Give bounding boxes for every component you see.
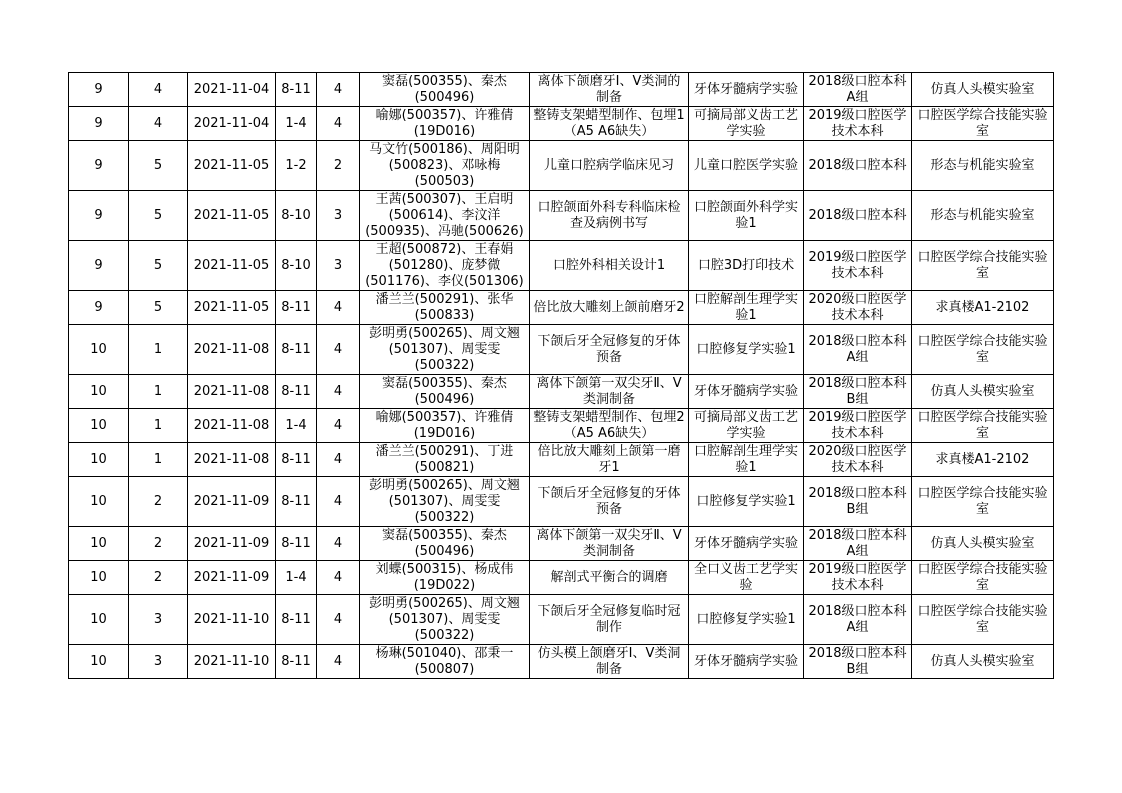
room-cell: 口腔医学综合技能实验室 <box>912 325 1054 375</box>
class-cell: 2019级口腔医学技术本科 <box>804 561 912 595</box>
date-cell: 2021-11-09 <box>188 527 276 561</box>
teachers-cell: 彭明勇(500265)、周文翘(501307)、周雯雯(500322) <box>360 595 530 645</box>
lab-course-cell: 口腔修复学实验1 <box>689 477 804 527</box>
class-cell: 2018级口腔本科 <box>804 141 912 191</box>
room-cell: 口腔医学综合技能实验室 <box>912 595 1054 645</box>
date-cell: 2021-11-05 <box>188 291 276 325</box>
day-cell: 5 <box>129 191 188 241</box>
lab-course-cell: 牙体牙髓病学实验 <box>689 73 804 107</box>
course-cell: 离体下颌第一双尖牙Ⅱ、Ⅴ类洞制备 <box>530 375 689 409</box>
period-cell: 8-11 <box>276 595 317 645</box>
schedule-table <box>68 72 1054 679</box>
table-row <box>69 107 1054 141</box>
table-row <box>69 527 1054 561</box>
date-cell: 2021-11-09 <box>188 477 276 527</box>
teachers-cell: 马文竹(500186)、周阳明(500823)、邓咏梅(500503) <box>360 141 530 191</box>
week-cell: 10 <box>69 527 129 561</box>
teachers-cell: 潘兰兰(500291)、丁进(500821) <box>360 443 530 477</box>
week-cell: 10 <box>69 595 129 645</box>
teachers-cell: 王超(500872)、王春娟(501280)、庞梦微(501176)、李仪(501306) <box>360 241 530 291</box>
period-cell: 1-4 <box>276 561 317 595</box>
period-cell: 8-10 <box>276 241 317 291</box>
table-row <box>69 141 1054 191</box>
teachers-cell: 窦磊(500355)、秦杰(500496) <box>360 375 530 409</box>
day-cell: 2 <box>129 477 188 527</box>
date-cell: 2021-11-08 <box>188 443 276 477</box>
date-cell: 2021-11-05 <box>188 141 276 191</box>
class-cell: 2018级口腔本科B组 <box>804 645 912 679</box>
table-row <box>69 191 1054 241</box>
teachers-cell: 窦磊(500355)、秦杰(500496) <box>360 527 530 561</box>
lab-course-cell: 口腔解剖生理学实验1 <box>689 443 804 477</box>
lab-course-cell: 儿童口腔医学实验 <box>689 141 804 191</box>
period-cell: 1-4 <box>276 409 317 443</box>
week-cell: 10 <box>69 443 129 477</box>
date-cell: 2021-11-08 <box>188 325 276 375</box>
table-row <box>69 241 1054 291</box>
course-cell: 倍比放大雕刻上颌前磨牙2 <box>530 291 689 325</box>
date-cell: 2021-11-09 <box>188 561 276 595</box>
period-cell: 1-2 <box>276 141 317 191</box>
class-cell: 2018级口腔本科B组 <box>804 477 912 527</box>
class-cell: 2019级口腔医学技术本科 <box>804 241 912 291</box>
week-cell: 9 <box>69 291 129 325</box>
lab-course-cell: 口腔解剖生理学实验1 <box>689 291 804 325</box>
hours-cell: 4 <box>317 443 360 477</box>
hours-cell: 4 <box>317 73 360 107</box>
day-cell: 1 <box>129 325 188 375</box>
class-cell: 2018级口腔本科 <box>804 191 912 241</box>
week-cell: 10 <box>69 409 129 443</box>
period-cell: 8-10 <box>276 191 317 241</box>
teachers-cell: 窦磊(500355)、秦杰(500496) <box>360 73 530 107</box>
day-cell: 3 <box>129 595 188 645</box>
lab-course-cell: 口腔修复学实验1 <box>689 325 804 375</box>
table-row <box>69 443 1054 477</box>
day-cell: 4 <box>129 107 188 141</box>
table-row <box>69 645 1054 679</box>
week-cell: 10 <box>69 645 129 679</box>
room-cell: 仿真人头模实验室 <box>912 73 1054 107</box>
hours-cell: 4 <box>317 291 360 325</box>
period-cell: 8-11 <box>276 443 317 477</box>
teachers-cell: 喻娜(500357)、许雅倩(19D016) <box>360 107 530 141</box>
table-row <box>69 595 1054 645</box>
period-cell: 8-11 <box>276 291 317 325</box>
lab-course-cell: 口腔修复学实验1 <box>689 595 804 645</box>
date-cell: 2021-11-08 <box>188 409 276 443</box>
course-cell: 下颌后牙全冠修复的牙体预备 <box>530 477 689 527</box>
course-cell: 下颌后牙全冠修复的牙体预备 <box>530 325 689 375</box>
hours-cell: 3 <box>317 241 360 291</box>
room-cell: 口腔医学综合技能实验室 <box>912 477 1054 527</box>
lab-course-cell: 牙体牙髓病学实验 <box>689 527 804 561</box>
course-cell: 口腔外科相关设计1 <box>530 241 689 291</box>
table-row <box>69 561 1054 595</box>
teachers-cell: 彭明勇(500265)、周文翘(501307)、周雯雯(500322) <box>360 477 530 527</box>
lab-course-cell: 可摘局部义齿工艺学实验 <box>689 409 804 443</box>
day-cell: 1 <box>129 375 188 409</box>
room-cell: 口腔医学综合技能实验室 <box>912 107 1054 141</box>
lab-course-cell: 牙体牙髓病学实验 <box>689 645 804 679</box>
period-cell: 8-11 <box>276 325 317 375</box>
class-cell: 2018级口腔本科A组 <box>804 595 912 645</box>
schedule-body <box>69 73 1054 679</box>
hours-cell: 4 <box>317 107 360 141</box>
teachers-cell: 彭明勇(500265)、周文翘(501307)、周雯雯(500322) <box>360 325 530 375</box>
teachers-cell: 刘蝶(500315)、杨成伟(19D022) <box>360 561 530 595</box>
room-cell: 仿真人头模实验室 <box>912 645 1054 679</box>
room-cell: 求真楼A1-2102 <box>912 443 1054 477</box>
day-cell: 5 <box>129 241 188 291</box>
date-cell: 2021-11-05 <box>188 191 276 241</box>
table-row <box>69 291 1054 325</box>
room-cell: 口腔医学综合技能实验室 <box>912 241 1054 291</box>
hours-cell: 4 <box>317 477 360 527</box>
period-cell: 8-11 <box>276 73 317 107</box>
lab-course-cell: 可摘局部义齿工艺学实验 <box>689 107 804 141</box>
day-cell: 2 <box>129 561 188 595</box>
course-cell: 整铸支架蜡型制作、包埋1（A5 A6缺失） <box>530 107 689 141</box>
date-cell: 2021-11-05 <box>188 241 276 291</box>
date-cell: 2021-11-04 <box>188 107 276 141</box>
day-cell: 2 <box>129 527 188 561</box>
class-cell: 2020级口腔医学技术本科 <box>804 443 912 477</box>
teachers-cell: 杨琳(501040)、邵秉一(500807) <box>360 645 530 679</box>
class-cell: 2018级口腔本科A组 <box>804 325 912 375</box>
week-cell: 9 <box>69 107 129 141</box>
week-cell: 9 <box>69 241 129 291</box>
day-cell: 1 <box>129 409 188 443</box>
course-cell: 倍比放大雕刻上颌第一磨牙1 <box>530 443 689 477</box>
course-cell: 儿童口腔病学临床见习 <box>530 141 689 191</box>
hours-cell: 4 <box>317 561 360 595</box>
date-cell: 2021-11-10 <box>188 595 276 645</box>
class-cell: 2019级口腔医学技术本科 <box>804 107 912 141</box>
course-cell: 解剖式平衡合的调磨 <box>530 561 689 595</box>
room-cell: 仿真人头模实验室 <box>912 527 1054 561</box>
lab-course-cell: 口腔颌面外科学实验1 <box>689 191 804 241</box>
room-cell: 求真楼A1-2102 <box>912 291 1054 325</box>
lab-course-cell: 牙体牙髓病学实验 <box>689 375 804 409</box>
hours-cell: 4 <box>317 375 360 409</box>
week-cell: 9 <box>69 191 129 241</box>
day-cell: 5 <box>129 291 188 325</box>
table-row <box>69 409 1054 443</box>
table-row <box>69 73 1054 107</box>
room-cell: 形态与机能实验室 <box>912 191 1054 241</box>
lab-course-cell: 口腔3D打印技术 <box>689 241 804 291</box>
class-cell: 2019级口腔医学技术本科 <box>804 409 912 443</box>
course-cell: 离体下颌磨牙Ⅰ、Ⅴ类洞的制备 <box>530 73 689 107</box>
day-cell: 4 <box>129 73 188 107</box>
room-cell: 口腔医学综合技能实验室 <box>912 409 1054 443</box>
day-cell: 3 <box>129 645 188 679</box>
date-cell: 2021-11-04 <box>188 73 276 107</box>
course-cell: 整铸支架蜡型制作、包埋2（A5 A6缺失） <box>530 409 689 443</box>
day-cell: 5 <box>129 141 188 191</box>
class-cell: 2020级口腔医学技术本科 <box>804 291 912 325</box>
week-cell: 9 <box>69 73 129 107</box>
period-cell: 8-11 <box>276 527 317 561</box>
course-cell: 仿头模上颌磨牙Ⅰ、Ⅴ类洞制备 <box>530 645 689 679</box>
hours-cell: 4 <box>317 595 360 645</box>
hours-cell: 4 <box>317 527 360 561</box>
period-cell: 8-11 <box>276 477 317 527</box>
week-cell: 9 <box>69 141 129 191</box>
lab-course-cell: 全口义齿工艺学实验 <box>689 561 804 595</box>
room-cell: 口腔医学综合技能实验室 <box>912 561 1054 595</box>
date-cell: 2021-11-10 <box>188 645 276 679</box>
period-cell: 1-4 <box>276 107 317 141</box>
week-cell: 10 <box>69 561 129 595</box>
table-row <box>69 477 1054 527</box>
week-cell: 10 <box>69 375 129 409</box>
course-cell: 离体下颌第一双尖牙Ⅱ、Ⅴ类洞制备 <box>530 527 689 561</box>
hours-cell: 4 <box>317 645 360 679</box>
class-cell: 2018级口腔本科B组 <box>804 375 912 409</box>
hours-cell: 2 <box>317 141 360 191</box>
room-cell: 仿真人头模实验室 <box>912 375 1054 409</box>
hours-cell: 3 <box>317 191 360 241</box>
hours-cell: 4 <box>317 409 360 443</box>
period-cell: 8-11 <box>276 375 317 409</box>
week-cell: 10 <box>69 325 129 375</box>
teachers-cell: 潘兰兰(500291)、张华(500833) <box>360 291 530 325</box>
table-row <box>69 375 1054 409</box>
week-cell: 10 <box>69 477 129 527</box>
teachers-cell: 王茜(500307)、王启明(500614)、李汶洋(500935)、冯驰(500626) <box>360 191 530 241</box>
class-cell: 2018级口腔本科A组 <box>804 527 912 561</box>
course-cell: 口腔颌面外科专科临床检查及病例书写 <box>530 191 689 241</box>
class-cell: 2018级口腔本科A组 <box>804 73 912 107</box>
day-cell: 1 <box>129 443 188 477</box>
room-cell: 形态与机能实验室 <box>912 141 1054 191</box>
period-cell: 8-11 <box>276 645 317 679</box>
course-cell: 下颌后牙全冠修复临时冠制作 <box>530 595 689 645</box>
teachers-cell: 喻娜(500357)、许雅倩(19D016) <box>360 409 530 443</box>
hours-cell: 4 <box>317 325 360 375</box>
date-cell: 2021-11-08 <box>188 375 276 409</box>
table-row <box>69 325 1054 375</box>
